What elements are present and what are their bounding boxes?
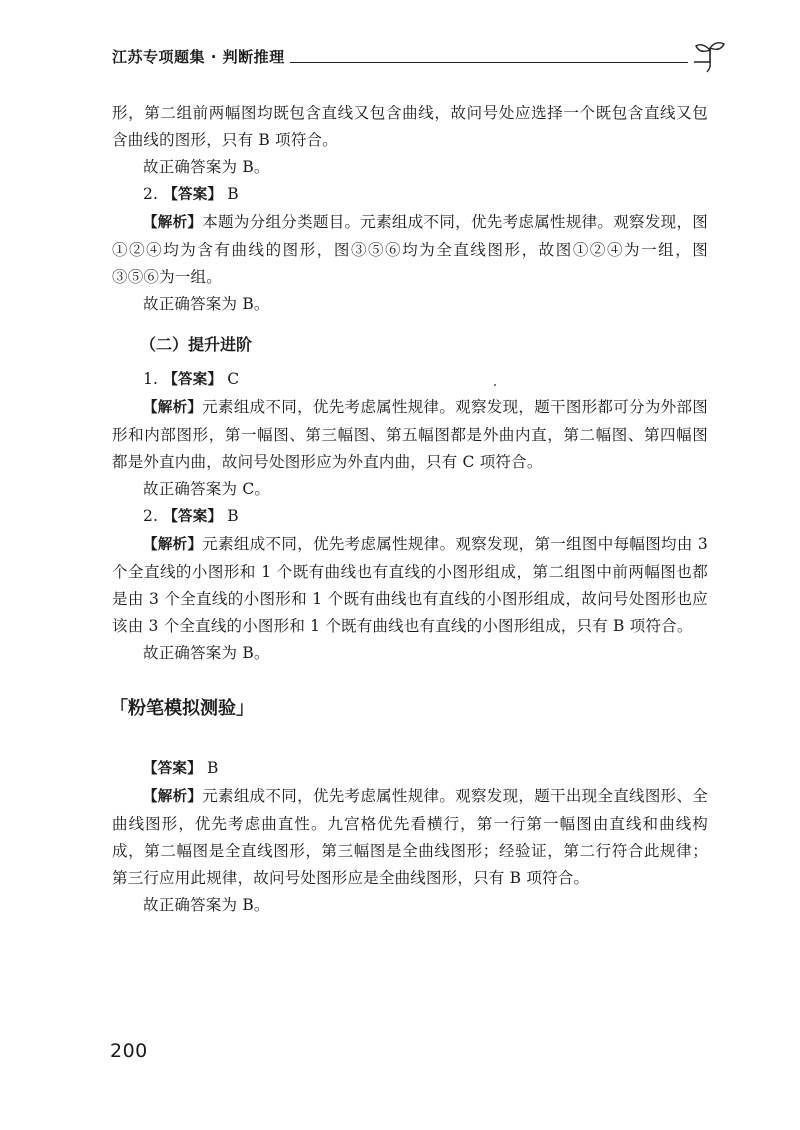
answer-value: B xyxy=(227,185,239,203)
section-title: （二）提升进阶 xyxy=(140,335,253,354)
answer-line: 故正确答案为 B。 xyxy=(143,158,270,176)
running-header xyxy=(112,40,732,80)
question-answer xyxy=(112,366,708,394)
explanation-tag: 【解析】 xyxy=(143,537,203,553)
scan-speck xyxy=(494,384,496,386)
question-answer xyxy=(112,755,708,783)
answer-value: C xyxy=(227,370,240,388)
explanation-text: 本题为分组分类题目。元素组成不同，优先考虑属性规律。观察发现，图①②④均为含有曲线的图形，图③⑤⑥均为全直线图形，故图①②④为一组，图③⑤⑥为一组。 xyxy=(112,213,708,286)
explanation-tag: 【解析】 xyxy=(143,400,203,416)
answer-value: B xyxy=(206,759,219,777)
continued-paragraph: 形，第二组前两幅图均既包含直线又包含曲线，故问号处应选择一个既包含直线又包含曲线的图形，只有 B 项符合。 xyxy=(112,104,708,149)
answer-value: B xyxy=(227,507,239,525)
explanation-tag: 【解析】 xyxy=(143,215,203,231)
header-rule xyxy=(290,62,688,63)
explanation-text: 元素组成不同，优先考虑属性规律。观察发现，题干图形都可分为外部图形和内部图形，第一幅图、第三幅图、第五幅图都是外曲内直，第二幅图、第四幅图都是外直内曲，故问号处图形应为外直内曲，只有 C 项符合。 xyxy=(112,398,708,471)
page-number: 200 xyxy=(110,1040,148,1062)
chalk-test-title: 「粉笔模拟测验」 xyxy=(110,698,254,719)
answer-line: 故正确答案为 B。 xyxy=(143,644,270,662)
answer-tag: 【答案】 xyxy=(163,187,223,203)
explanation-tag: 【解析】 xyxy=(143,789,203,805)
explanation xyxy=(112,531,708,640)
explanation-text: 元素组成不同，优先考虑属性规律。观察发现，第一组图中每幅图均由 3 个全直线的小图形和 1 个既有曲线也有直线的小图形组成，第二组图中前两幅图也都是由 3 个全直线的小图形和 1 个既有曲线也有直线的小图形组成，故问号处图形也应该由 3 个全直线的小图形和 1 个既有曲线也有直线的小图形组成，只有 B 项符合。 xyxy=(112,535,708,635)
answer-tag: 【答案】 xyxy=(163,372,223,388)
explanation xyxy=(112,394,708,476)
answer-tag: 【答案】 xyxy=(143,761,202,777)
header-title: 江苏专项题集 · 判断推理 xyxy=(112,48,285,66)
question-answer xyxy=(112,503,708,531)
answer-line: 故正确答案为 B。 xyxy=(143,896,270,914)
question-number: 1. xyxy=(143,370,159,388)
explanation xyxy=(112,209,708,291)
answer-line: 故正确答案为 C。 xyxy=(143,480,271,498)
answer-tag: 【答案】 xyxy=(163,509,223,525)
question-number: 2. xyxy=(143,185,159,203)
question-answer xyxy=(112,181,708,209)
page-content xyxy=(112,100,708,919)
answer-line: 故正确答案为 B。 xyxy=(143,295,270,313)
sprout-icon xyxy=(690,40,730,74)
explanation xyxy=(112,783,708,892)
question-number: 2. xyxy=(143,507,159,525)
explanation-text: 元素组成不同，优先考虑属性规律。观察发现，题干出现全直线图形、全曲线图形，优先考虑曲直性。九宫格优先看横行，第一行第一幅图由直线和曲线构成，第二幅图是全直线图形，第三幅图是全曲线图形；经验证，第二行符合此规律；第三行应用此规律，故问号处图形应是全曲线图形，只有 B 项符合。 xyxy=(112,787,708,887)
